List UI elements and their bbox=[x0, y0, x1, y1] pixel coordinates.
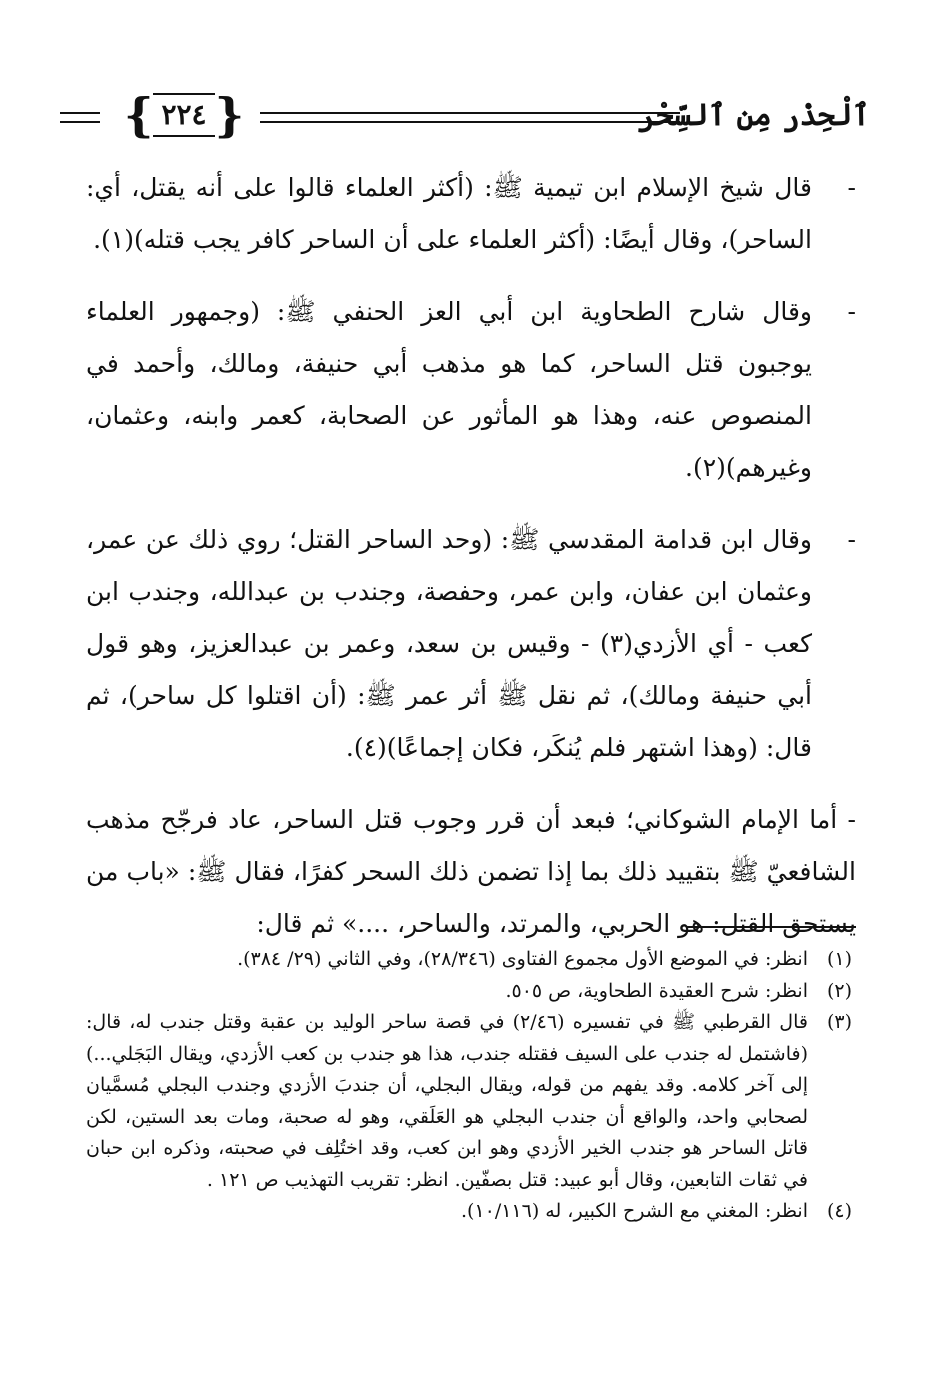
header-rule-short bbox=[60, 112, 100, 123]
closing-paragraph: - أما الإمام الشوكاني؛ فبعد أن قرر وجوب قتل الساحر، عاد فرجّح مذهب الشافعيّ ﷺ بتقييد ذلك بما إذا تضمن ذلك السحر كفرًا، فقال ﷺ: «باب من يستحق القتل: هو الحربي، والمرتد، والساحر، ....» ثم قال: bbox=[86, 805, 856, 938]
item-text: وقال ابن قدامة المقدسي ﷺ: (وحد الساحر القتل؛ روي ذلك عن عمر، وعثمان ابن عفان، وابن عمر، وحفصة، وجندب بن عبدالله، وجندب ابن كعب - أي الأزدي(٣) - وقيس بن سعد، وعمر بن عبدالعزيز، وهو قول أبي حنيفة ومالك)، ثم نقل ﷺ أثر عمر ﷺ: (أن اقتلوا كل ساحر)، ثم قال: (وهذا اشتهر فلم يُنكَر، فكان إجماعًا)(٤). bbox=[86, 525, 812, 762]
header-rule bbox=[260, 112, 680, 123]
footnote bbox=[86, 1196, 852, 1228]
item-dash: - bbox=[847, 297, 856, 326]
footnote-number: (٢) bbox=[826, 979, 852, 1002]
footnote-text: انظر: المغني مع الشرح الكبير، له (١٠/١١٦). bbox=[460, 1200, 808, 1222]
footnote bbox=[86, 976, 852, 1008]
page-number: ٢٢٤ bbox=[153, 93, 214, 137]
item-text: وقال شارح الطحاوية ابن أبي العز الحنفي ﷺ: (وجمهور العلماء يوجبون قتل الساحر، كما هو مذهب أبي حنيفة، ومالك، وأحمد في المنصوص عنه، وهذا هو المأثور عن الصحابة، كعمر وابنه، وعثمان، وغيرهم)(٢). bbox=[86, 297, 812, 482]
footnote-text: انظر: شرح العقيدة الطحاوية، ص ٥٠٥. bbox=[505, 979, 808, 1002]
footnote-separator bbox=[686, 926, 856, 928]
footnotes bbox=[86, 944, 852, 1228]
footnote-number: (١) bbox=[826, 948, 852, 970]
running-title: ٱلْحِذْر مِن ٱلسِّحْر bbox=[638, 98, 870, 133]
quote-item bbox=[86, 162, 856, 266]
item-dash: - bbox=[847, 525, 856, 554]
quote-item bbox=[86, 514, 856, 774]
footnote-number: (٣) bbox=[826, 1011, 852, 1033]
footnote-text: انظر: في الموضع الأول مجموع الفتاوى (٢٨/٣٤٦)، وفي الثاني (٢٩/ ٣٨٤). bbox=[237, 948, 808, 970]
quote-item bbox=[86, 286, 856, 494]
footnote bbox=[86, 944, 852, 976]
main-text bbox=[86, 162, 856, 950]
footnote-number: (٤) bbox=[826, 1200, 852, 1222]
ornament-bracket-left: } bbox=[123, 88, 154, 142]
footnote-text: قال القرطبي ﷺ في تفسيره (٢/٤٦) في قصة ساحر الوليد بن عقبة وقتل جندب له، قال: (فاشتمل له جندب على السيف فقتله جندب، هذا هو جندب بن كعب الأزدي، ويقال البَجَلي...) إلى آخر كلامه. وقد يفهم من قوله، ويقال البجلي، أن جندبَ الأزدي وجندب البجلي مُسمَّيان لصحابي واحد، والواقع أن جندب البجلي هو العَلَقي، وهو له صحبة، ومات بعد الستين، لكن قاتل الساحر هو جندب الخير الأزدي وهو ابن كعب، وقد اختُلِف في صحبته، وذكره ابن حبان في ثقات التابعين، وقال أبو عبيد: قتل بصفّين. انظر: تقريب التهذيب ص ١٢١ . bbox=[86, 1011, 808, 1191]
footnote bbox=[86, 1007, 852, 1196]
item-text: قال شيخ الإسلام ابن تيمية ﷺ: (أكثر العلماء قالوا على أنه يقتل، أي: الساحر)، وقال أيضًا: (أكثر العلماء على أن الساحر كافر يجب قتله)(١). bbox=[86, 173, 812, 254]
page-number-frame bbox=[110, 88, 258, 142]
item-dash: - bbox=[847, 173, 856, 202]
ornament-bracket-right: { bbox=[214, 88, 245, 142]
page-header bbox=[70, 88, 870, 144]
